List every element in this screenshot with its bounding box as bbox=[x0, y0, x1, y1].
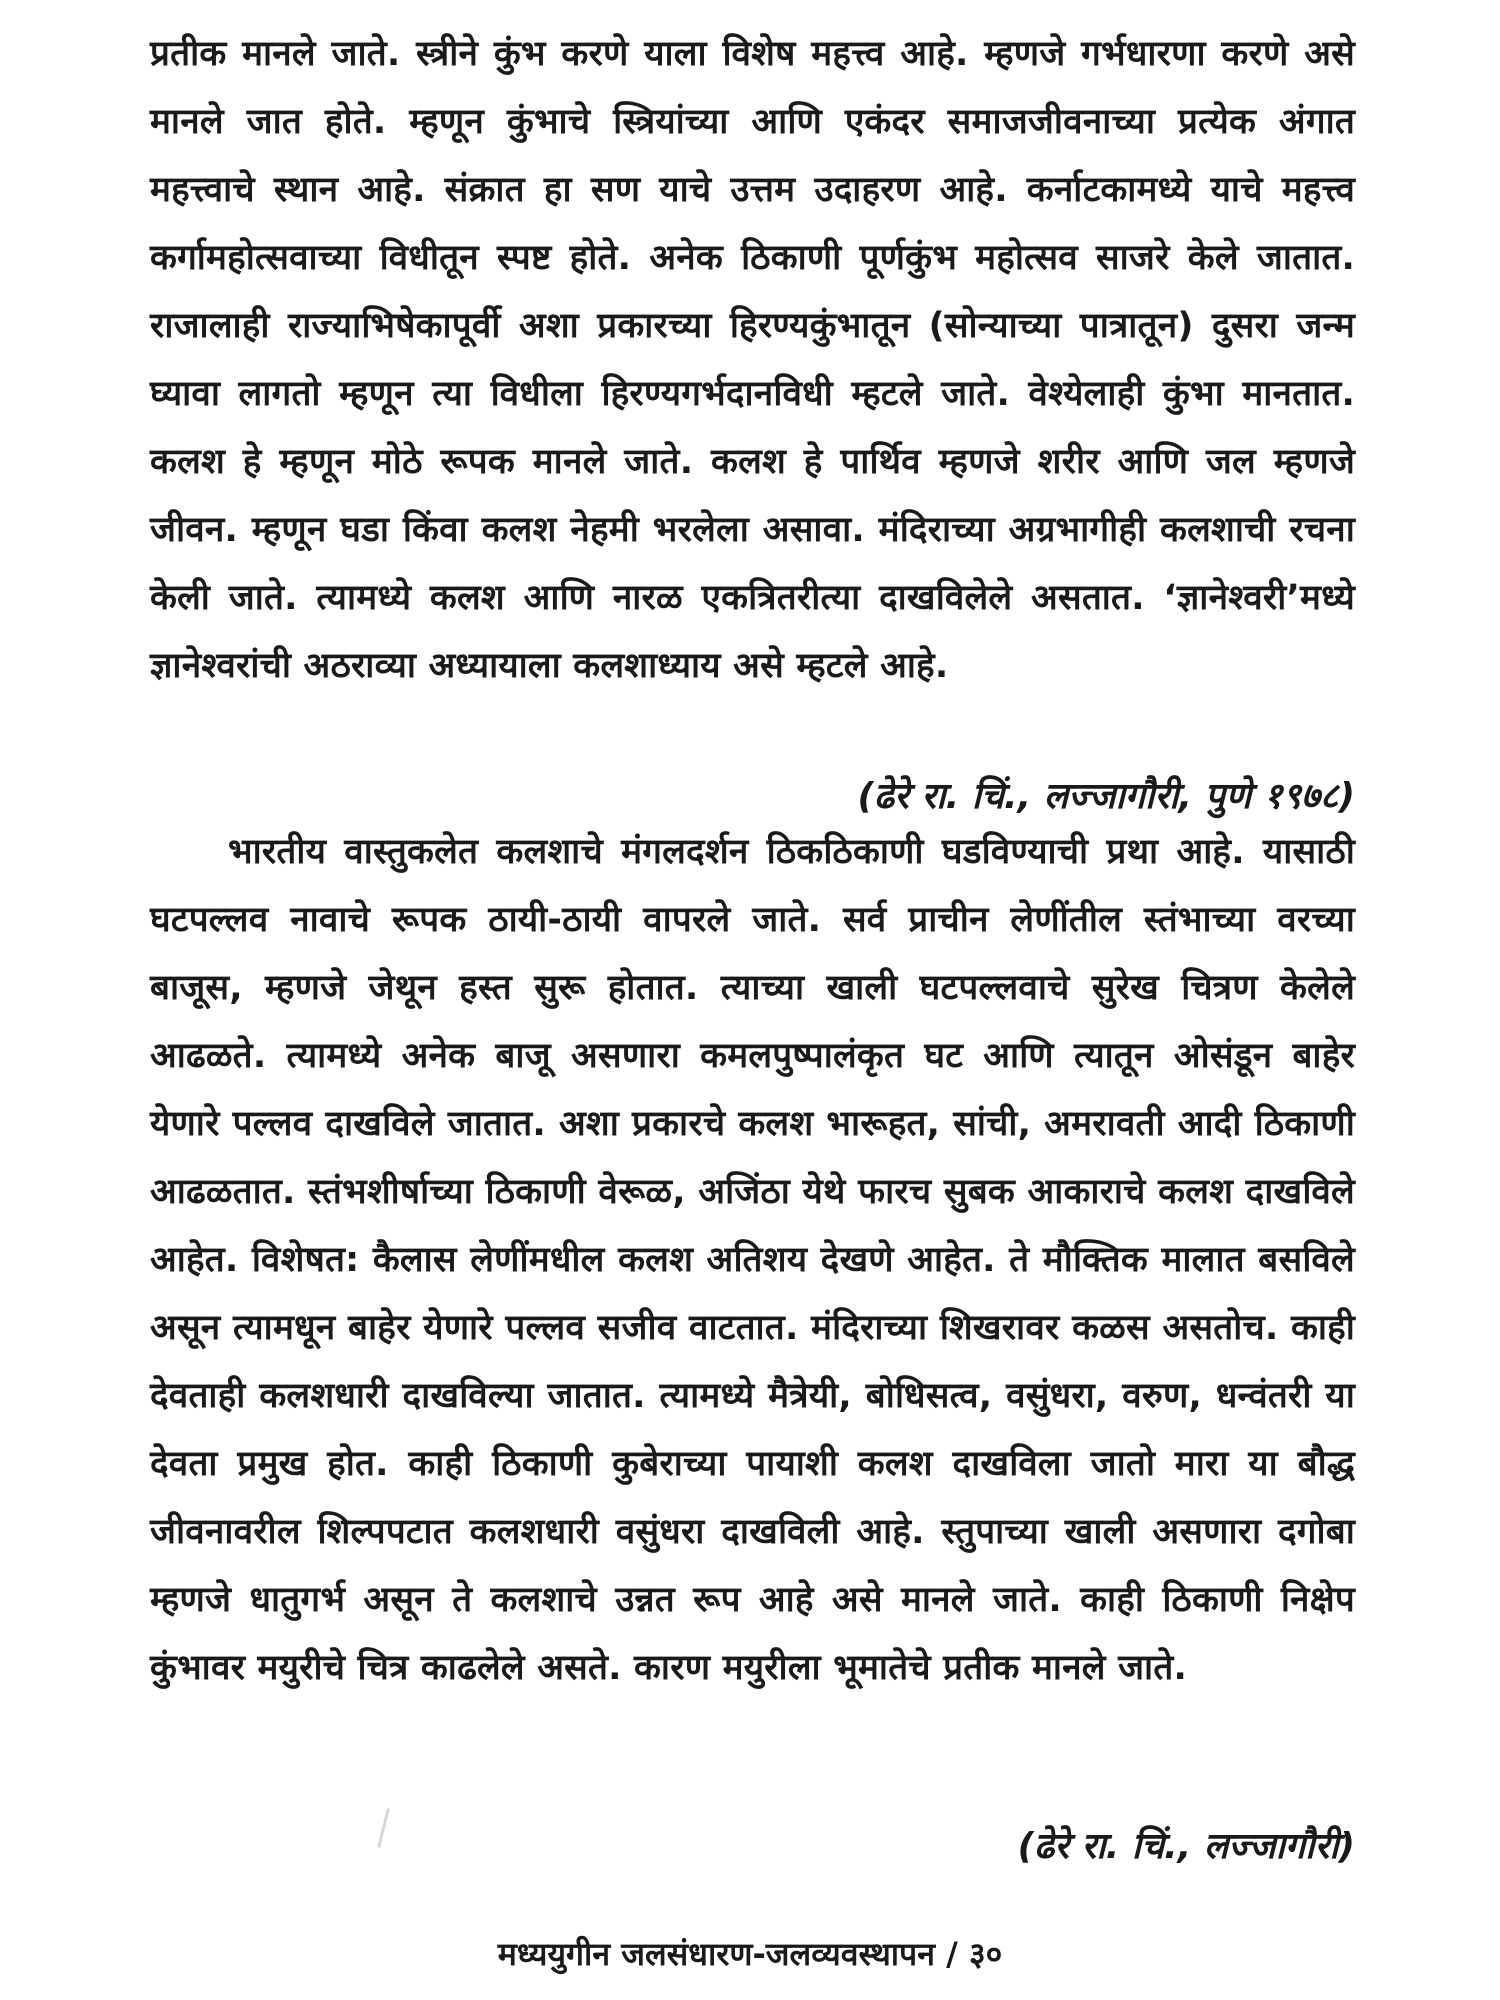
citation-1: (ढेरे रा. चिं., लज्जागौरी, पुणे १९७८) bbox=[857, 776, 1355, 817]
body-paragraph-2: भारतीय वास्तुकलेत कलशाचे मंगलदर्शन ठिकठिकाणी घडविण्याची प्रथा आहे. यासाठी घटपल्लव नावाचे रूपक ठायी-ठायी वापरले जाते. सर्व प्राचीन लेणींतील स्तंभाच्या वरच्या बाजूस, म्हणजे जेथून हस्त सुरू होतात. त्याच्या खाली घटपल्लवाचे सुरेख चित्रण केलेले आढळते. त्यामध्ये अनेक बाजू असणारा कमलपुष्पालंकृत घट आणि त्यातून ओसंडून बाहेर येणारे पल्लव दाखविले जातात. अशा प्रकारचे कलश भारूहत, सांची, अमरावती आदी ठिकाणी आढळतात. स्तंभशीर्षाच्या ठिकाणी वेरूळ, अजिंठा येथे फारच सुबक आकाराचे कलश दाखविले आहेत. विशेषत: कैलास लेणींमधील कलश अतिशय देखणे आहेत. ते मौक्तिक मालात बसविले असून त्यामधून बाहेर येणारे पल्लव सजीव वाटतात. मंदिराच्या शिखरावर कळस असतोच. काही देवताही कलशधारी दाखविल्या जातात. त्यामध्ये मैत्रेयी, बोधिसत्व, वसुंधरा, वरुण, धन्वंतरी या देवता प्रमुख होत. काही ठिकाणी कुबेराच्या पायाशी कलश दाखविला जातो मारा या बौद्ध जीवनावरील शिल्पपटात कलशधारी वसुंधरा दाखविली आहे. स्तुपाच्या खाली असणारा दगोबा म्हणजे धातुगर्भ असून ते कलशाचे उन्नत रूप आहे असे मानले जाते. काही ठिकाणी निक्षेप कुंभावर मयुरीचे चित्र काढलेले असते. कारण मयुरीला भूमातेचे प्रतीक मानले जाते. bbox=[150, 832, 1355, 1688]
body-paragraph-1: प्रतीक मानले जाते. स्त्रीने कुंभ करणे याला विशेष महत्त्व आहे. म्हणजे गर्भधारणा करणे असे मानले जात होते. म्हणून कुंभाचे स्त्रियांच्या आणि एकंदर समाजजीवनाच्या प्रत्येक अंगात महत्त्वाचे स्थान आहे. संक्रात हा सण याचे उत्तम उदाहरण आहे. कर्नाटकामध्ये याचे महत्त्व कर्गामहोत्सवाच्या विधीतून स्पष्ट होते. अनेक ठिकाणी पूर्णकुंभ महोत्सव साजरे केले जातात. राजालाही राज्याभिषेकापूर्वी अशा प्रकारच्या हिरण्यकुंभातून (सोन्याच्या पात्रातून) दुसरा जन्म घ्यावा लागतो म्हणून त्या विधीला हिरण्यगर्भदानविधी म्हटले जाते. वेश्येलाही कुंभा मानतात. कलश हे म्हणून मोठे रूपक मानले जाते. कलश हे पार्थिव म्हणजे शरीर आणि जल म्हणजे जीवन. म्हणून घडा किंवा कलश नेहमी भरलेला असावा. मंदिराच्या अग्रभागीही कलशाची रचना केली जाते. त्यामध्ये कलश आणि नारळ एकत्रितरीत्या दाखविलेले असतात. ‘ज्ञानेश्वरी’मध्ये ज्ञानेश्वरांची अठराव्या अध्यायाला कलशाध्याय असे म्हटले आहे. bbox=[150, 34, 1355, 686]
stray-pen-mark bbox=[377, 1808, 390, 1848]
page-footer: मध्ययुगीन जलसंधारण-जलव्यवस्थापन / ३० bbox=[497, 1935, 1003, 1973]
citation-2: (ढेरे रा. चिं., लज्जागौरी) bbox=[1017, 1826, 1355, 1867]
